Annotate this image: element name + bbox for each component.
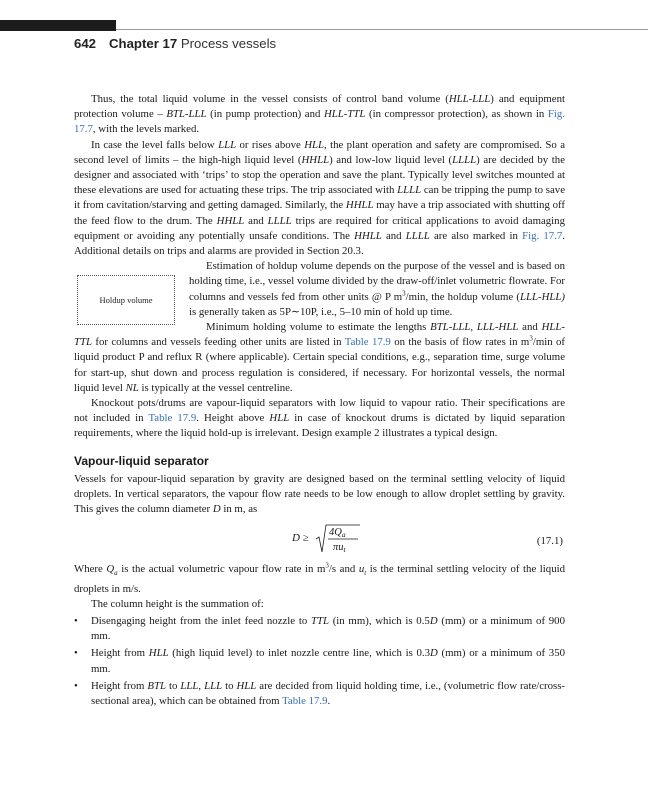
list-item: • Height from HLL (high liquid level) to inlet nozzle centre line, which is 0.3D (mm) or a minimum of 350 mm.	[74, 647, 565, 675]
chapter-label: Chapter 17	[109, 36, 178, 51]
running-header	[74, 36, 276, 54]
header-bar	[0, 20, 116, 31]
equation-lhs: D ≥	[292, 532, 309, 545]
equation-17-1	[74, 522, 565, 558]
equation-numerator: 4Qa	[329, 527, 346, 540]
page-number: 642	[74, 36, 97, 51]
figure-link[interactable]: Fig. 17.7	[522, 229, 563, 242]
table-link[interactable]: Table 17.9	[148, 412, 197, 425]
equation-number: (17.1)	[536, 535, 563, 548]
equation-graphic	[292, 522, 382, 558]
paragraph-trip-levels: In case the level falls below LLL or rises above HLL, the plant operation and safety are compromised. So a second level of limits – the high-high liquid level (HHLL) and low-low liquid level (LLLL) are decided by the designer and associated with ‘trips’ to stop the operation and save the plant. Typically level switches mounted at these elevations are used for actuating these trips. The trip associated with LLLL can be tripping the pump to save it from cavitation/starving and getting damaged. Similarly, the HHLL may have a trip associated with shutting off the feed flow to the drum. The HHLL and LLLL trips are required for critical applications to avoid damaging equipment or avoiding any potentially unsafe conditions. The HHLL and LLLL are also marked in Fig. 17.7. Additional details on trips and alarms are provided in Section 20.3.	[74, 138, 565, 258]
table-link[interactable]: Table 17.9	[344, 336, 391, 349]
holdup-volume-box	[77, 275, 175, 325]
paragraph-knockout-drums: Knockout pots/drums are vapour-liquid separators with low liquid to vapour ratio. Their specifications are not included in Table 17.9. Height above HLL in case of knockout drums is dictated by liquid separation requirements, where the liquid hold-up is irrelevant. Design example 2 illustrates a typical design.	[74, 397, 565, 440]
column-height-list	[74, 614, 565, 709]
chapter-title: Process vessels	[180, 36, 277, 51]
table-link[interactable]: Table 17.9	[282, 695, 328, 708]
paragraph-liquid-volume: Thus, the total liquid volume in the vessel consists of control band volume (HLL-LLL) and equipment protection volume – BTL-LLL (in pump protection) and HLL-TTL (in compressor protection), as shown in Fig. 17.7, with the levels marked.	[74, 93, 565, 136]
paragraph-variable-definitions: Where $Q_a$ is the actual volumetric vapour flow rate in $m^3/s$ and $u_t$ is the terminal settling velocity of the liquid droplets in m/s.	[74, 561, 565, 595]
list-item: • Disengaging height from the inlet feed nozzle to TTL (in mm), which is 0.5D (mm) or a minimum of 900 mm.	[74, 615, 565, 643]
equation-denominator: πut	[333, 542, 346, 555]
section-heading: Vapour-liquid separator	[74, 453, 209, 468]
holdup-volume-label: Holdup volume	[99, 294, 153, 305]
holdup-section	[74, 259, 565, 396]
list-item: • Height from BTL to LLL, LLL to HLL are decided from liquid holding time, i.e., (volumetric flow rate/cross-sectional area), which can be obtained from Table 17.9.	[74, 679, 566, 708]
header-rule	[116, 29, 648, 30]
page-body	[74, 92, 565, 711]
paragraph-column-height: The column height is the summation of:	[91, 597, 264, 610]
paragraph-separator-design: Vessels for vapour-liquid separation by gravity are designed based on the terminal settling velocity of liquid droplets. In vertical separators, the vapour flow rate needs to be low enough to allow droplet settling by gravity. This gives the column diameter D in m, as	[74, 472, 565, 516]
paragraph-minimum-holding: Minimum holding volume to estimate the lengths BTL-LLL, LLL-HLL and HLL-TTL for columns and vessels feeding other units are listed in Table 17.9 on the basis of flow rates in $m^3/\min$ of liquid product P and reflux R (where applicable). Certain special conditions, e.g., separation time, surge volume for start-up, shut down and process regulation is considered, if necessary. For horizontal vessels, the normal liquid level NL is typically at the vessel centreline.	[74, 321, 566, 394]
paragraph-holdup-estimation: Estimation of holdup volume depends on the purpose of the vessel and is based on holding time, i.e., vessel volume divided by the draw-off/inlet volumetric flowrate. For columns and vessels fed from other units @ P $m^3/\min$, the holdup volume (LLL-HLL) is generally taken as 5P∼10P, i.e., 5–10 min of hold up time.	[189, 260, 565, 318]
figure-link[interactable]: Fig. 17.7	[74, 108, 565, 136]
